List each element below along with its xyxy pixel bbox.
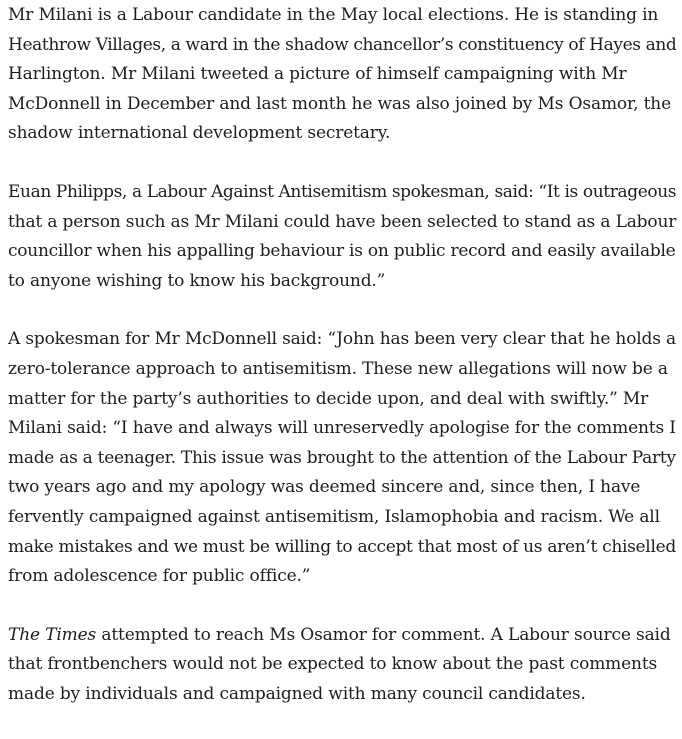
- text-line: Harlington. Mr Milani tweeted a picture of himself campaigning with Mr: [8, 64, 627, 85]
- text-line-rest: attempted to reach Ms Osamor for comment. A Labour source said: [96, 624, 671, 645]
- text-line: made as a teenager. This issue was brought to the attention of the Labour Party: [8, 447, 676, 468]
- text-line: Euan Philipps, a Labour Against Antisemitism spokesman, said: “It is outrageous: [8, 181, 677, 202]
- paragraph-1: [8, 1, 677, 149]
- text-line: councillor when his appalling behaviour is on public record and easily available: [8, 241, 676, 262]
- text-line: [8, 621, 674, 651]
- text-line: to anyone wishing to know his background.”: [8, 270, 386, 291]
- text-line: that frontbenchers would not be expected to know about the past comments: [8, 654, 658, 675]
- text-line: A spokesman for Mr McDonnell said: “John has been very clear that he holds a: [8, 329, 676, 350]
- paragraph-4: [8, 621, 674, 710]
- paragraph-3: [8, 325, 674, 591]
- text-line: fervently campaigned against antisemitism, Islamophobia and racism. We all: [8, 506, 660, 527]
- text-line: from adolescence for public office.”: [8, 566, 311, 587]
- text-line: shadow international development secretary.: [8, 123, 391, 144]
- article-body: [0, 1, 682, 739]
- text-line: McDonnell in December and last month he was also joined by Ms Osamor, the: [8, 93, 672, 114]
- text-line: make mistakes and we must be willing to accept that most of us aren’t chiselled: [8, 536, 676, 557]
- text-line: zero-tolerance approach to antisemitism. These new allegations will now be a: [8, 358, 668, 379]
- text-line: that a person such as Mr Milani could have been selected to stand as a Labour: [8, 211, 677, 232]
- paragraph-2: [8, 178, 677, 296]
- text-line: Mr Milani is a Labour candidate in the May local elections. He is standing in: [8, 5, 659, 25]
- text-line: matter for the party’s authorities to decide upon, and deal with swiftly.” Mr: [8, 388, 649, 409]
- publication-name: The Times: [8, 624, 97, 645]
- text-line: Heathrow Villages, a ward in the shadow chancellor’s constituency of Hayes and: [8, 34, 677, 55]
- text-line: two years ago and my apology was deemed sincere and, since then, I have: [8, 477, 641, 498]
- text-line: made by individuals and campaigned with many council candidates.: [8, 683, 586, 704]
- text-line: Milani said: “I have and always will unreservedly apologise for the comments I: [8, 418, 676, 439]
